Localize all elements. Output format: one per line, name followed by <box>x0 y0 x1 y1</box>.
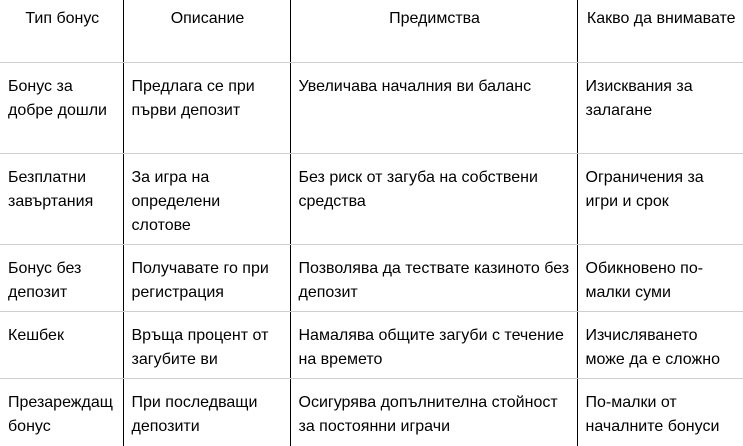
header-bonus-type: Тип бонус <box>0 0 123 62</box>
cell-caveats: Обикновено по-малки суми <box>577 244 743 311</box>
cell-advantages: Намалява общите загуби с течение на времето <box>290 311 577 378</box>
cell-bonus-type: Презареждащ бонус <box>8 393 113 435</box>
table-row <box>0 378 743 446</box>
cell-advantages: Увеличава началния ви баланс <box>290 62 577 153</box>
cell-advantages: Без риск от загуба на собствени средства <box>290 153 577 244</box>
cell-caveats: Изисквания за залагане <box>577 62 743 153</box>
cell-description: При последващи депозити <box>123 378 290 446</box>
table-header-row <box>0 0 743 62</box>
cell-bonus-type: Безплатни завъртания <box>0 153 123 244</box>
cell-description: Получавате го при регистрация <box>123 244 290 311</box>
cell-description: Предлага се при първи депозит <box>123 62 290 153</box>
table-row <box>0 244 743 311</box>
header-advantages: Предимства <box>290 0 577 62</box>
cell-bonus-type: Бонус за добре дошли <box>0 62 123 153</box>
header-caveats: Какво да внимавате <box>577 0 743 62</box>
cell-caveats: Изчисляването може да е сложно <box>577 311 743 378</box>
cell-bonus-type: Кешбек <box>0 311 123 378</box>
table-row <box>0 62 743 153</box>
cell-bonus-type: Бонус без депозит <box>0 244 123 311</box>
header-description: Описание <box>123 0 290 62</box>
cell-description: За игра на определени слотове <box>123 153 290 244</box>
cell-advantages: Позволява да тествате казиното без депозит <box>290 244 577 311</box>
cell-caveats: Ограничения за игри и срок <box>577 153 743 244</box>
table-row <box>0 311 743 378</box>
cell-caveats: По-малки от началните бонуси <box>577 378 743 446</box>
cell-description: Връща процент от загубите ви <box>123 311 290 378</box>
cell-advantages: Осигурява допълнителна стойност за постоянни играчи <box>290 378 577 446</box>
table-row <box>0 153 743 244</box>
